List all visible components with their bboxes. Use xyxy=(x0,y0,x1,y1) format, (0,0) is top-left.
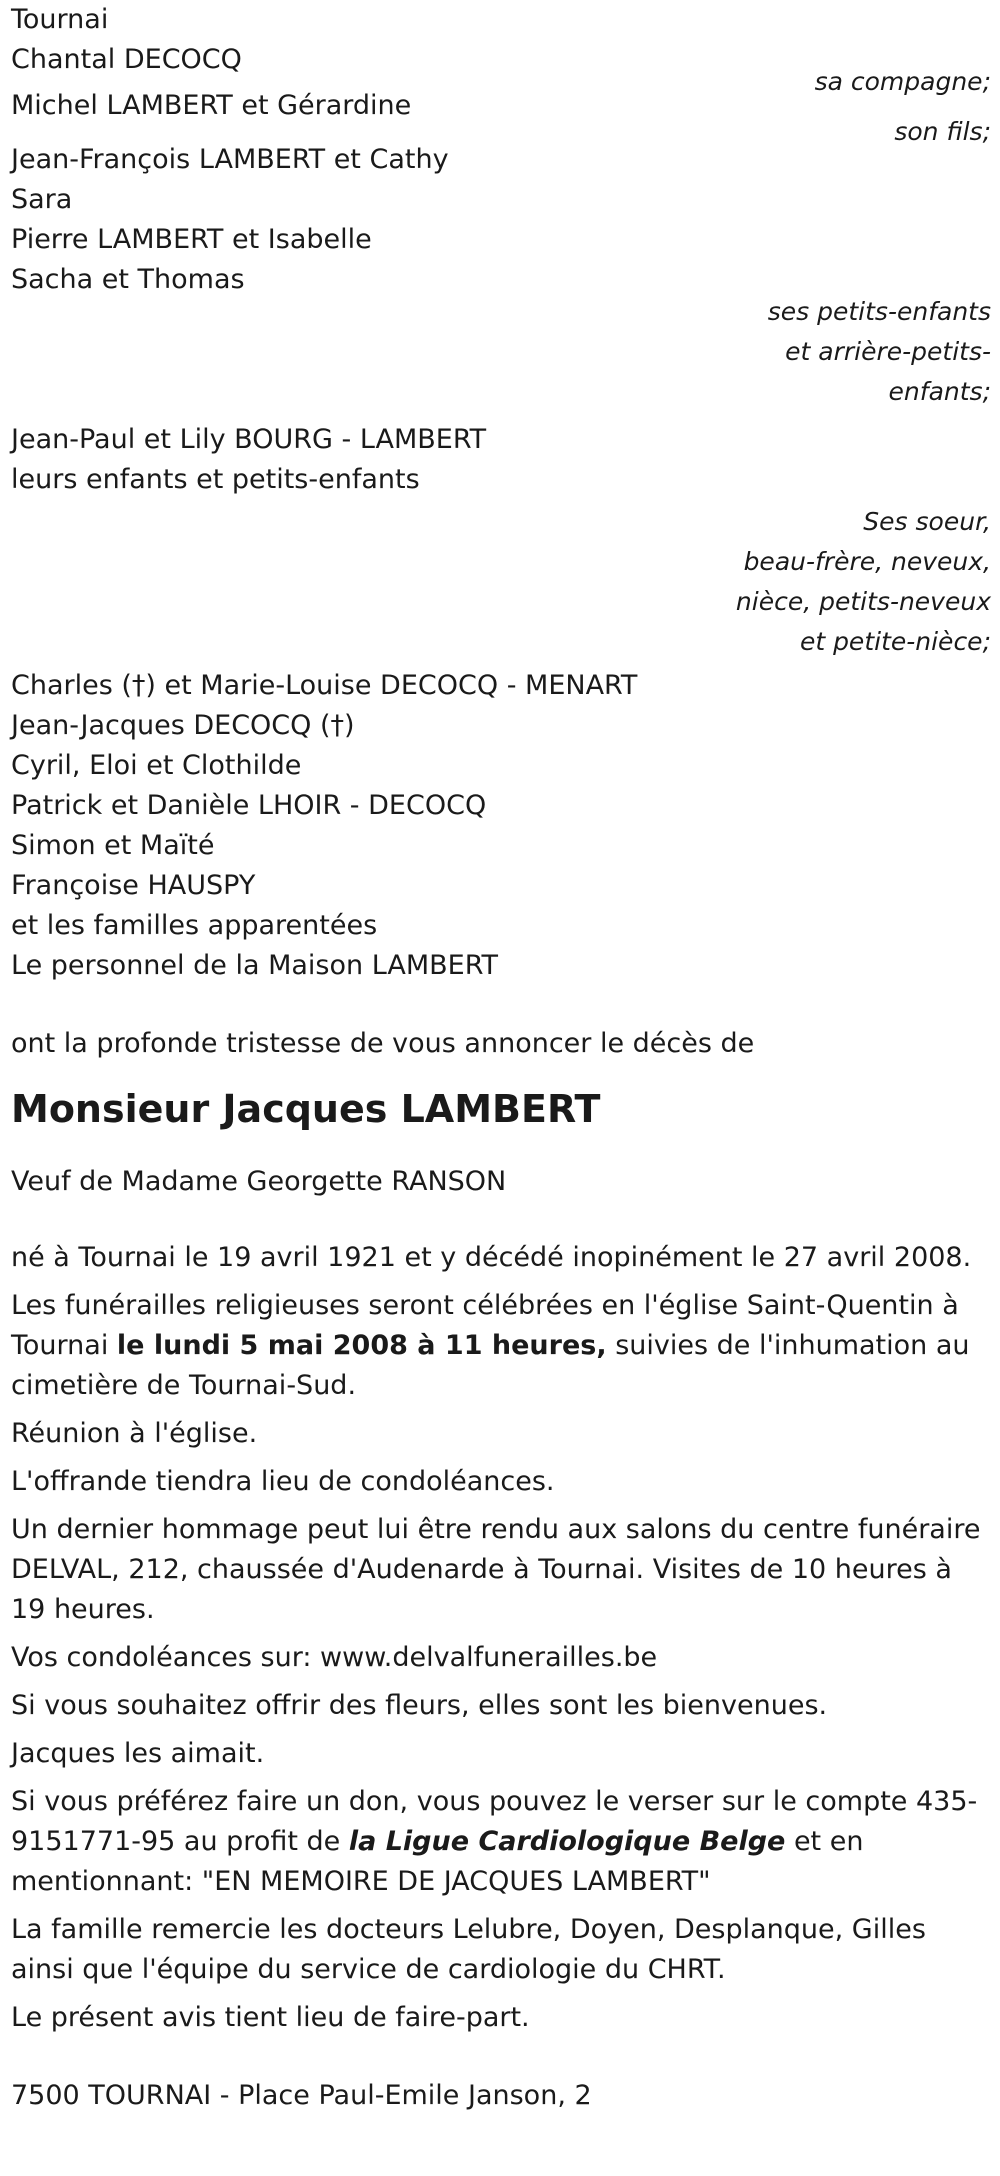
family-line: Sara xyxy=(11,184,73,215)
family-line: Patrick et Danièle LHOIR - DECOCQ xyxy=(11,790,487,821)
relation-label: et petite-nièce; xyxy=(799,627,991,656)
announcement: ont la profonde tristesse de vous annoncer le décès de xyxy=(11,1028,755,1059)
family-line: Cyril, Eloi et Clothilde xyxy=(11,750,302,781)
relation-label: sa compagne; xyxy=(814,67,991,96)
family-line: Pierre LAMBERT et Isabelle xyxy=(11,224,372,255)
relation-label: et arrière-petits- xyxy=(785,337,991,366)
family-line: Le personnel de la Maison LAMBERT xyxy=(11,950,499,981)
donation-text: Si vous préférez faire un don, vous pouvez le verser sur le compte 435-9151771-95 au profit de xyxy=(11,1786,978,1857)
relation-label: Ses soeur, xyxy=(863,507,991,536)
tribute-paragraph: Un dernier hommage peut lui être rendu aux salons du centre funéraire DELVAL, 212, chaussée d'Audenarde à Tournai. Visites de 10 heures à 19 heures. xyxy=(11,1514,981,1625)
offering-paragraph: L'offrande tiendra lieu de condoléances. xyxy=(11,1466,555,1497)
birth-death-paragraph: né à Tournai le 19 avril 1921 et y décédé inopinément le 27 avril 2008. xyxy=(11,1242,972,1273)
flowers-paragraph: Si vous souhaitez offrir des fleurs, elles sont les bienvenues. xyxy=(11,1690,828,1721)
donation-paragraph xyxy=(11,1782,991,1902)
family-line: Françoise HAUSPY xyxy=(11,870,256,901)
family-line: leurs enfants et petits-enfants xyxy=(11,464,420,495)
donation-text: et en mentionnant: "EN MEMOIRE DE JACQUES LAMBERT" xyxy=(11,1826,864,1897)
meeting-paragraph: Réunion à l'église. xyxy=(11,1418,258,1449)
family-line: Tournai xyxy=(11,4,109,35)
family-line: Simon et Maïté xyxy=(11,830,215,861)
family-line: Sacha et Thomas xyxy=(11,264,245,295)
relation-label: enfants; xyxy=(888,377,991,406)
funeral-date: le lundi 5 mai 2008 à 11 heures, xyxy=(116,1330,607,1361)
relation-label: son fils; xyxy=(894,117,991,146)
family-line: Chantal DECOCQ xyxy=(11,44,242,75)
widow-line: Veuf de Madame Georgette RANSON xyxy=(11,1166,507,1197)
family-line: Jean-Paul et Lily BOURG - LAMBERT xyxy=(11,424,487,455)
address-line: 7500 TOURNAI - Place Paul-Emile Janson, 2 xyxy=(11,2080,592,2111)
family-line: Jean-Jacques DECOCQ (†) xyxy=(11,710,355,741)
relation-label: nièce, petits-neveux xyxy=(735,587,991,616)
condolences-paragraph: Vos condoléances sur: www.delvalfunerailles.be xyxy=(11,1642,658,1673)
donation-charity: la Ligue Cardiologique Belge xyxy=(348,1826,786,1857)
obituary-notice xyxy=(11,0,991,2116)
thanks-paragraph: La famille remercie les docteurs Lelubre, Doyen, Desplanque, Gilles ainsi que l'équipe du service de cardiologie du CHRT. xyxy=(11,1914,926,1985)
family-line: et les familles apparentées xyxy=(11,910,378,941)
notice-paragraph: Le présent avis tient lieu de faire-part. xyxy=(11,2002,530,2033)
deceased-name: Monsieur Jacques LAMBERT xyxy=(11,1087,601,1131)
relation-label: ses petits-enfants xyxy=(767,297,991,326)
flowers-note: Jacques les aimait. xyxy=(11,1738,265,1769)
funeral-text: Les funérailles religieuses seront célébrées en l'église Saint-Quentin à Tournai xyxy=(11,1290,959,1361)
relation-label: beau-frère, neveux, xyxy=(743,547,991,576)
family-line: Charles (†) et Marie-Louise DECOCQ - MENART xyxy=(11,670,638,701)
family-line: Michel LAMBERT et Gérardine xyxy=(11,90,412,121)
funeral-text: suivies de l'inhumation au cimetière de Tournai-Sud. xyxy=(11,1330,970,1401)
family-line: Jean-François LAMBERT et Cathy xyxy=(11,144,449,175)
funeral-paragraph xyxy=(11,1286,991,1406)
